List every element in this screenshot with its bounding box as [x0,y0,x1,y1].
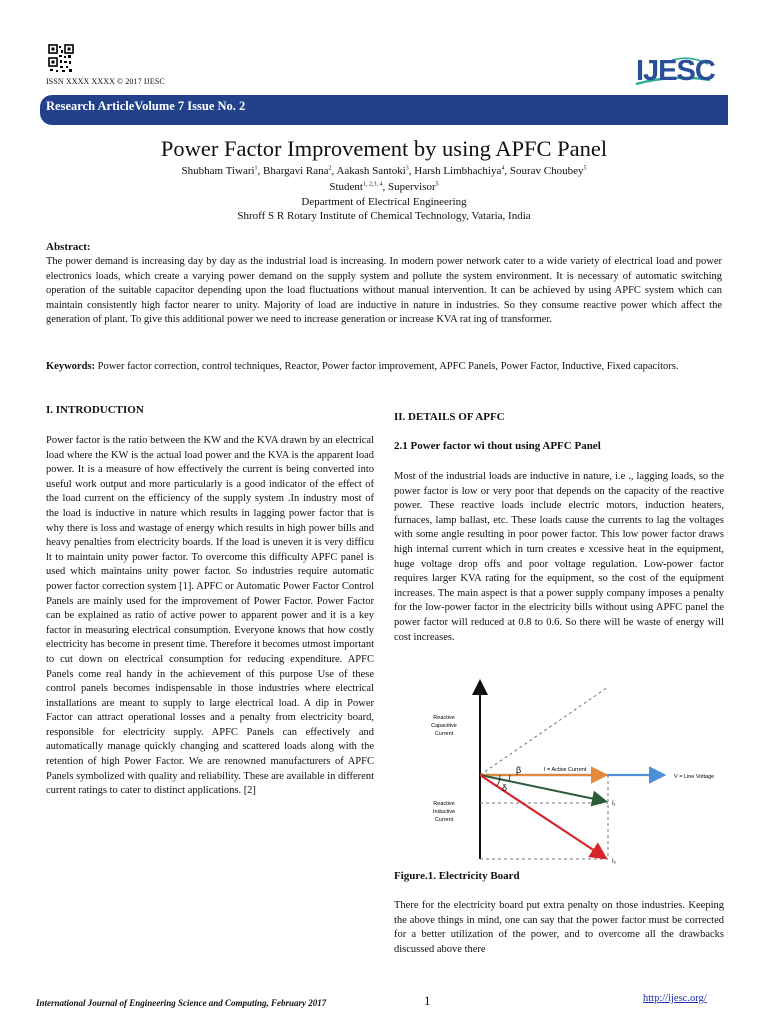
author-1: Shubham Tiwari [181,165,255,177]
issn-line: ISSN XXXX XXXX © 2017 IJESC [46,77,165,86]
supervisor-label: , Supervisor [382,181,436,193]
beta-label: β [516,765,522,775]
delta-arc [497,775,500,786]
institution: Shroff S R Rotary Institute of Chemical Technology, Vataria, India [237,210,531,222]
author-list: Shubham Tiwari$^1$, Bhargavi Rana$^2$, Aakash Santoki$^3$, Harsh Limbhachiya$^4$, Sourav Choubey$^5$ [181,165,587,177]
keywords [46,360,722,375]
banner-text: Research ArticleVolume 7 Issue No. 2 [46,99,246,113]
label-capacitive-2: Capacitive [431,723,457,729]
keywords-text: Power factor correction, control techniques, Reactor, Power factor improvement, APFC Panels, Power Factor, Inductive, Fixed capacitors. [95,361,679,372]
student-label: Student [329,181,363,193]
details-heading: II. DETAILS OF APFC [394,411,505,423]
label-inductive-2: Inductive [432,809,456,815]
label-line-voltage: V = Line Voltage [674,774,715,780]
author-1-mark: 1 [254,165,258,172]
journal-logo [632,54,715,88]
author-5-mark: 5 [583,165,587,172]
details-subheading: 2.1 Power factor wi thout using APFC Panel [394,440,601,452]
author-2-mark: 2 [328,165,332,172]
abstract-heading: Abstract: [46,241,91,253]
student-marks: 1, 2,3, 4 [362,181,383,188]
article-banner [40,95,728,125]
intro-text: Power factor is the ratio between the KW and the KVA drawn by an electrical load where the KW is the actual load power and the KVA is the apparent load power. It is a measure of how effectively the current is being converted into useful work output and more particularly is a good indicator of the effect of the load current on the efficiency of the supply system .In industry most of the load is inductive in nature which results in lagging power factor that is why there is loss and wastage of energy which results in high power bills and heavy penalties from electricity boards. If the load is uneven it is very difficu lt to maintain unity power factor. To overcome this difficulty APFC panel is used which maintains unity power factor. So industries require automatic power factor correction system [1]. APFC or Automatic Power Factor Control Panels are mainly used for the improvement of Power Factor. Power Factor can be explained as ratio of active power to apparent power and it is a key factor in measuring electrical consumption. Everyone knows that how costly electricity has become in present time. Therefore it becomes utmost important to cut down on electrical consumption for reducing expenditure. APFC Panels come real handy in the achievement of this purpose Use of these control panels becomes indispensable in those industries where electrical installations are meant to supply to large electrical load. A dip in Power Factor can attract operational losses and a penalty from electricity board, responsible for electricity supply. APFC Panels can effectively and automatically manage quickly changing and scattered loads along with the retention of high Power Factor. We are renowned manufacturers of APFC Panels symbolized with quality and reliability. These are available in different current ratings to cater to distinct applications. [2] [46,435,374,797]
author-3: Aakash Santoki [336,165,406,177]
author-4: Harsh Limbhachiya [414,165,502,177]
supervisor-mark: 5 [435,181,439,188]
logo-text: IJESC [636,55,715,87]
details-text: Most of the industrial loads are inductive in nature, i.e ., lagging loads, so the power factor is low or very poor that depends on the capacity of the reactive power. These reactive loads include electric motors, induction heaters, furnaces, lamp ballast, etc. These loads cause the currents to lag the voltages with some angle resulting in poor power factor. This low power factor draws high internal current which in turn creates e xcessive heat in the equipment, huge voltage drop offs and poor voltage regulation. Low-power factor requires larger KVA rating for the equipment, so the cost of the equipment increases. The main aspect is that a power supply company imposes a penalty for the low-power factor in the electricity bills without using APFC panel the power factor will reduced at 0.8 to 0.6. So there will be waste of energy will cost increases. [394,471,724,643]
author-4-mark: 4 [501,165,505,172]
footer-journal: International Journal of Engineering Science and Computing, February 2017 [36,998,327,1008]
label-inductive-3: Current [434,817,454,823]
intro-heading: I. INTRODUCTION [46,404,144,416]
figure-caption: Figure.1. Electricity Board [394,870,520,882]
label-inductive-1: Reactive [433,801,455,807]
after-figure-text: There for the electricity board put extra penalty on those industries. Keeping the above things in mind, one can say that the power factor must be corrected for a better utilization of the power, and to overcome all the drawbacks discussed above there [394,900,724,955]
dashed-capacitive-line [480,687,608,775]
delta-label: δ [502,783,508,793]
abstract-text: The power demand is increasing day by day as the industrial load is increasing. In modern power network cater to a wide variety of electrical load and power electronics loads, which create a varying power demand on the supply system and pollute the system environment. It is necessary of automatic switching operation of the suitable capacitor depending upon the load fluctuations without manual intervention. It can be achieved by using APFC system which can maintain consistently high factor nearer to unity. Majority of load are inductive in nature in industries. So they consume reactive power which affect the generation of plant. To give this additional power we need to increase generation or increase KVA rat ing of transformer. [46,256,722,326]
paper-title: Power Factor Improvement by using APFC Panel [160,136,608,161]
figure-power-factor-diagram [394,679,730,865]
author-roles [0,181,768,193]
label-capacitive-3: Current [434,731,454,737]
i2-label: I₂ [612,859,616,865]
author-5: Sourav Choubey [509,165,584,177]
label-active-current: I = Active Current [544,767,587,773]
label-capacitive-1: Reactive [433,715,455,721]
i1-label: I₁ [612,801,616,807]
keywords-label: Keywords: [46,361,95,372]
journal-link[interactable]: http://ijesc.org/ [643,993,707,1004]
qr-code-icon [48,44,74,74]
author-3-mark: 3 [405,165,409,172]
page-number: 1 [424,993,431,1008]
author-2: Bhargavi Rana [263,165,329,177]
department: Department of Electrical Engineering [301,196,467,208]
